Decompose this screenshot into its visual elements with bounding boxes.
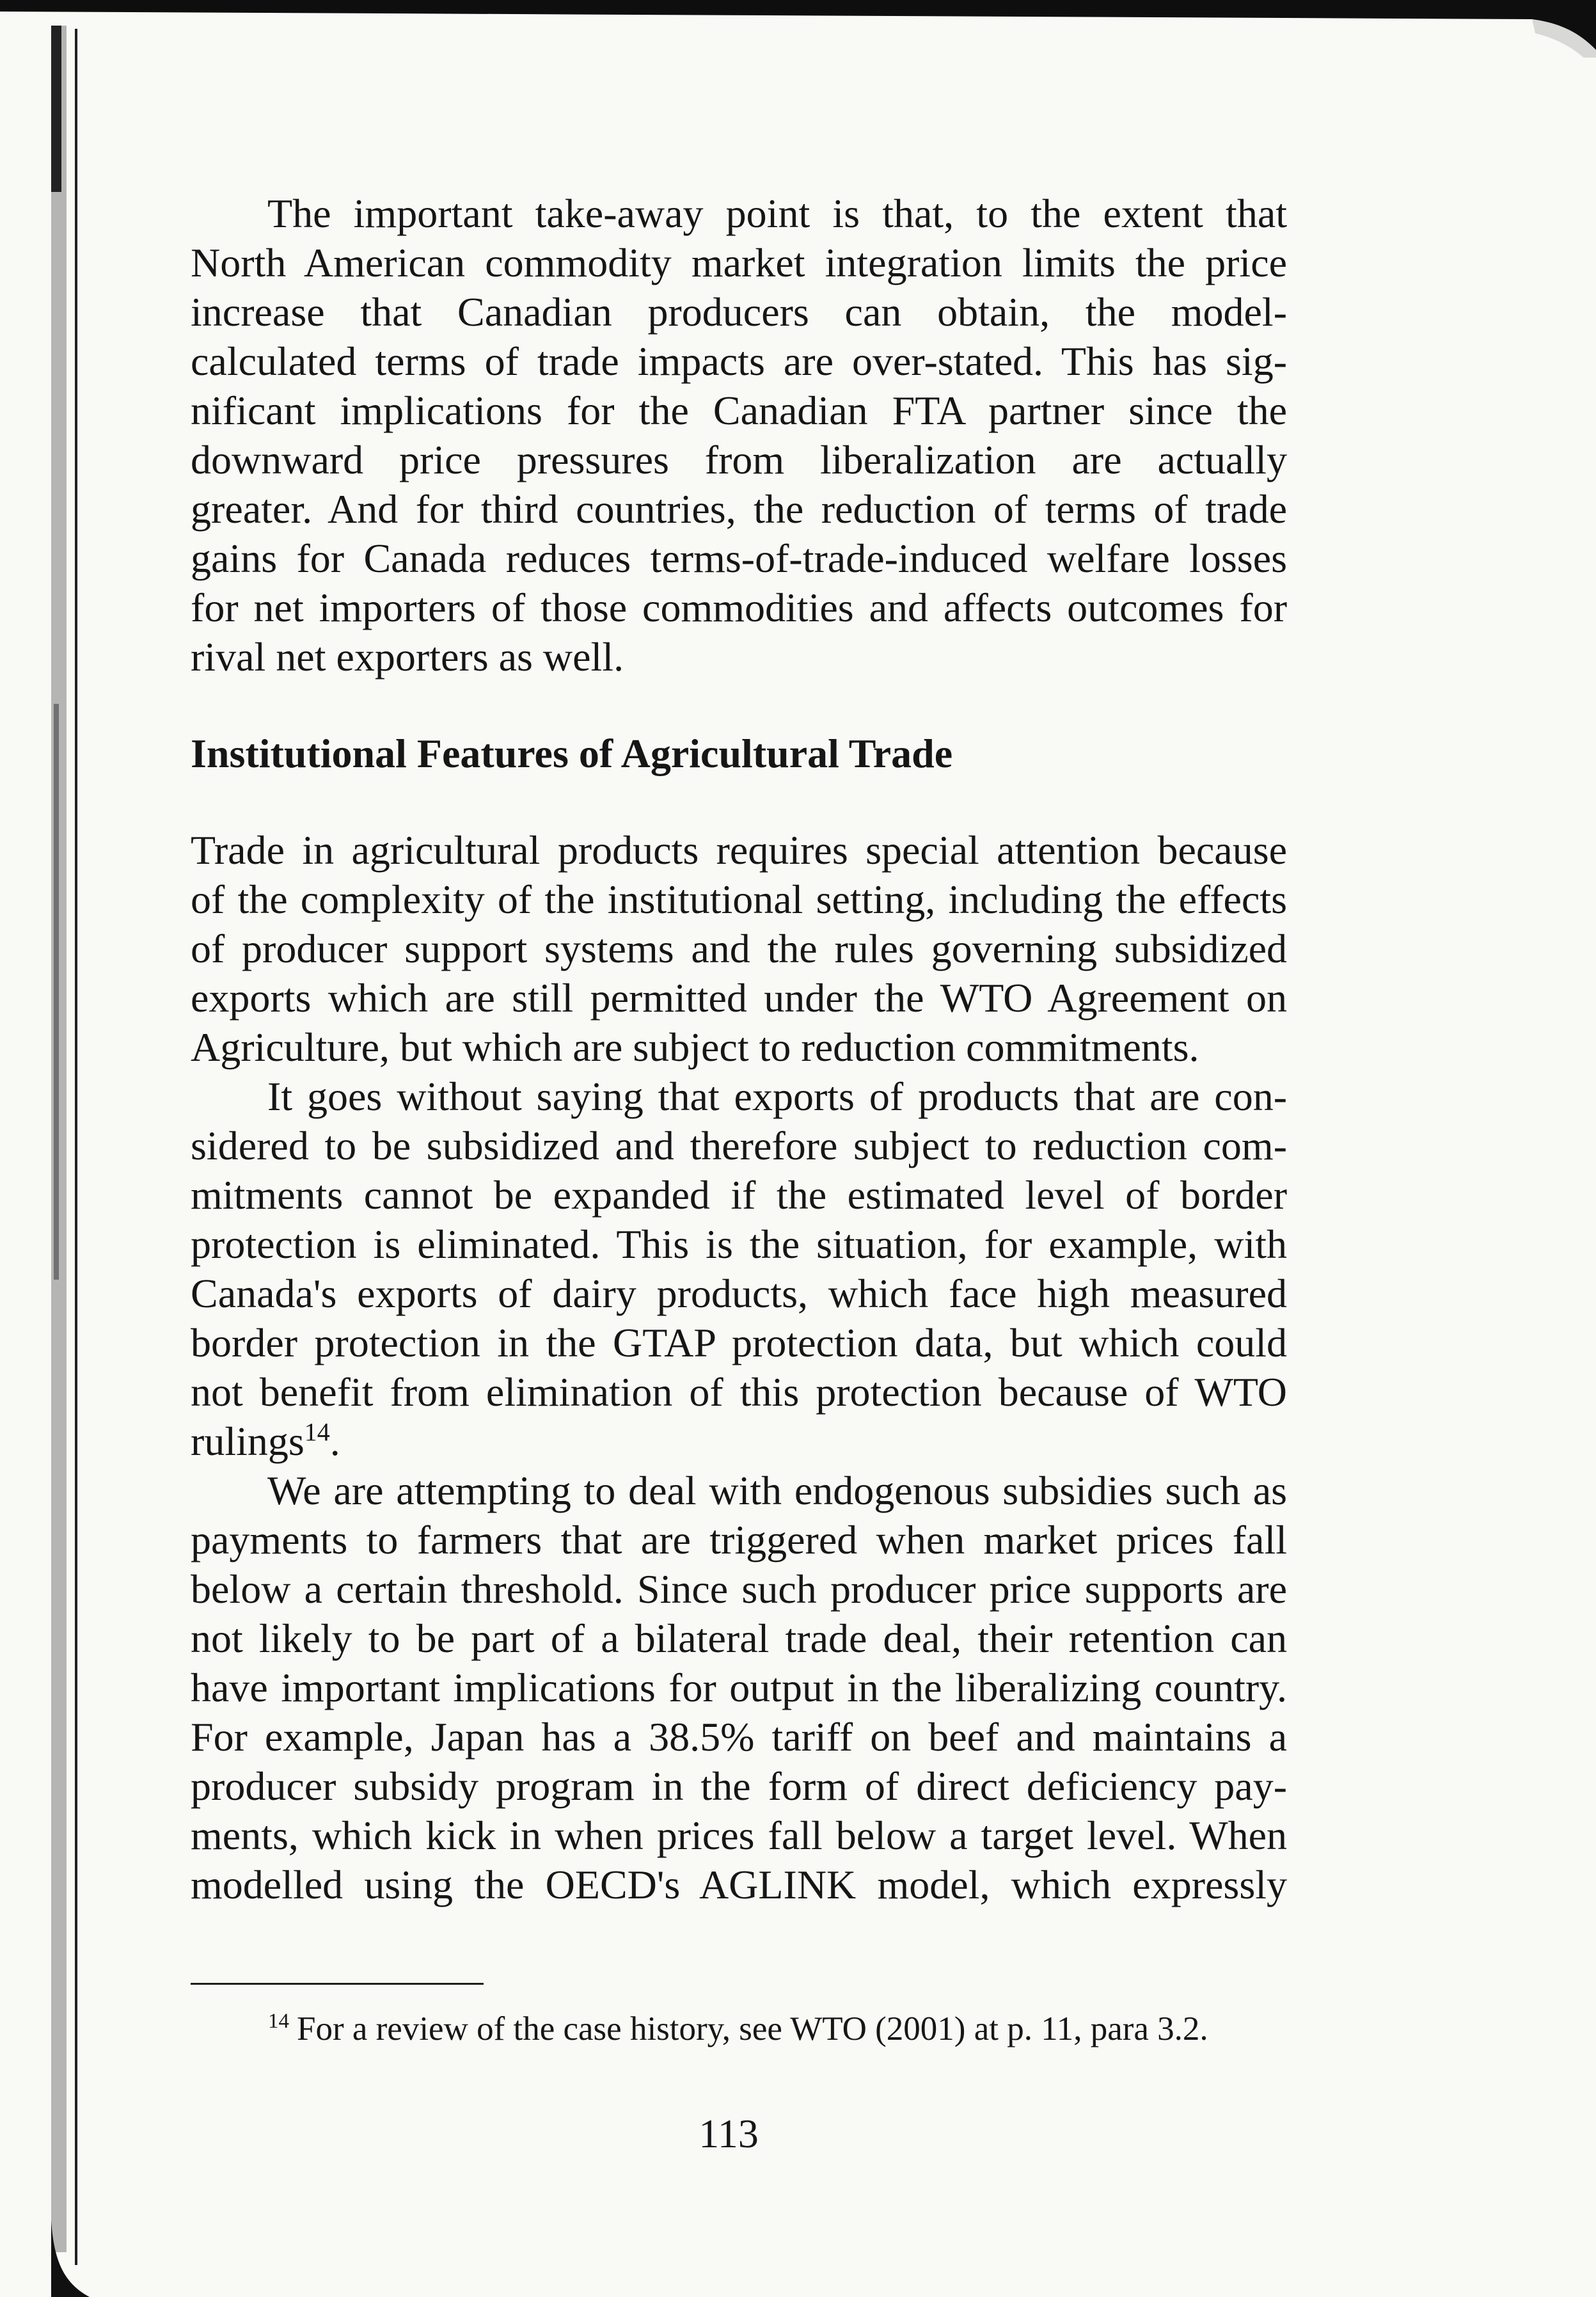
text-line: producer subsidy program in the form of direct deficiency pay-	[191, 1763, 1287, 1809]
text-line: of producer support systems and the rules governing subsidized	[191, 926, 1287, 971]
text-line: increase that Canadian producers can obtain, the model-	[191, 289, 1287, 335]
section-body	[191, 825, 1287, 1909]
text-line: below a certain threshold. Since such producer price supports are	[191, 1566, 1287, 1612]
text-fragment: .	[329, 1419, 340, 1464]
paragraph-endogenous-subsidies	[191, 1466, 1287, 1909]
text-line: exports which are still permitted under the WTO Agreement on	[191, 975, 1287, 1021]
paragraph-institutional-setting	[191, 825, 1287, 1072]
text-line: payments to farmers that are triggered when market prices fall	[191, 1517, 1287, 1562]
paragraph-subsidized-exports	[191, 1072, 1287, 1466]
footnote-text: For a review of the case history, see WTO (2001) at p. 11, para 3.2.	[297, 2010, 1208, 2047]
text-line: mitments cannot be expanded if the estimated level of border	[191, 1172, 1287, 1218]
text-line: not benefit from elimination of this protection because of WTO	[191, 1369, 1287, 1415]
text-line: modelled using the OECD's AGLINK model, which expressly	[191, 1862, 1287, 1907]
binding-band-dark-mid	[54, 704, 59, 1280]
text-line: For example, Japan has a 38.5% tariff on beef and maintains a	[191, 1714, 1287, 1760]
text-line: not likely to be part of a bilateral trade deal, their retention can	[191, 1616, 1287, 1661]
text-line: ments, which kick in when prices fall below a target level. When	[191, 1813, 1287, 1858]
paragraph-terms-of-trade	[191, 189, 1287, 681]
page-number: 113	[699, 2111, 759, 2156]
text-line: have important implications for output in the liberalizing country.	[191, 1665, 1287, 1710]
footnote: 14 For a review of the case history, see WTO (2001) at p. 11, para 3.2.	[268, 2010, 1208, 2047]
text-line: The important take-away point is that, to the extent that	[267, 191, 1287, 236]
text-line: Canada's exports of dairy products, which face high measured	[191, 1271, 1287, 1316]
scan-top-edge	[0, 0, 1596, 58]
footnote-reference: 14	[304, 1417, 330, 1447]
binding-shadow	[0, 0, 109, 2297]
text-line: Agriculture, but which are subject to reduction commitments.	[191, 1024, 1199, 1070]
text-line: border protection in the GTAP protection data, but which could	[191, 1320, 1287, 1365]
text-line: calculated terms of trade impacts are over-stated. This has sig-	[191, 338, 1287, 384]
text-line: sidered to be subsidized and therefore subject to reduction com-	[191, 1123, 1287, 1168]
text-line: rival net exporters as well.	[191, 634, 624, 680]
section-heading: Institutional Features of Agricultural Trade	[191, 731, 953, 776]
binding-band-dark-top	[51, 26, 61, 192]
text-line: North American commodity market integration limits the price	[191, 240, 1287, 285]
text-line: It goes without saying that exports of products that are con-	[267, 1074, 1287, 1119]
text-line: gains for Canada reduces terms-of-trade-induced welfare losses	[191, 536, 1287, 581]
scan-top-edge-band	[0, 0, 1596, 50]
text-fragment: rulings	[191, 1419, 304, 1464]
text-line: protection is eliminated. This is the situation, for example, with	[191, 1221, 1287, 1267]
footnote-separator	[191, 1983, 484, 1985]
text-line: nificant implications for the Canadian FTA partner since the	[191, 388, 1287, 433]
text-line: greater. And for third countries, the reduction of terms of trade	[191, 486, 1287, 532]
text-line: We are attempting to deal with endogenous subsidies such as	[267, 1468, 1287, 1513]
text-line: Trade in agricultural products requires special attention because	[191, 827, 1287, 873]
text-line: downward price pressures from liberalization are actually	[191, 437, 1287, 482]
text-line: of the complexity of the institutional setting, including the effects	[191, 877, 1287, 922]
text-line: for net importers of those commodities and affects outcomes for	[191, 585, 1287, 630]
text-line	[191, 1417, 1287, 1466]
